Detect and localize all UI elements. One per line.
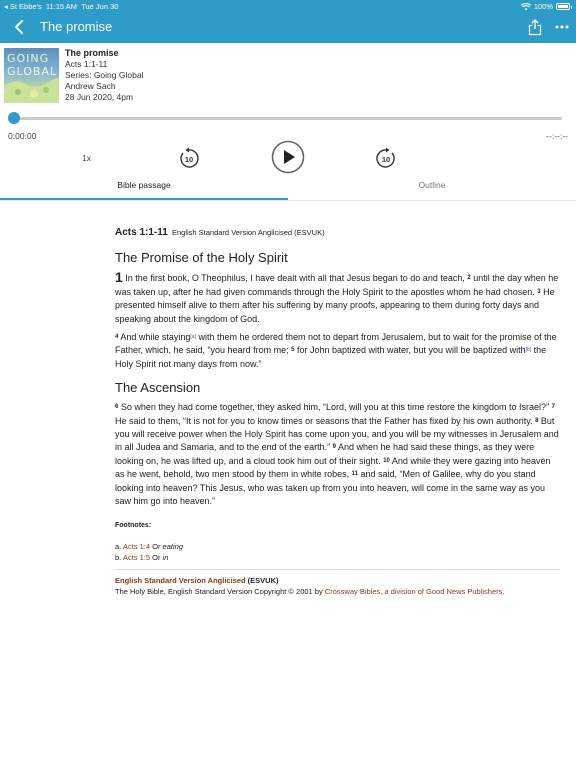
footnote-text: Or xyxy=(150,552,163,562)
copyright-line-1 xyxy=(115,575,560,586)
passage-paragraph xyxy=(115,401,560,508)
footnotes-title: Footnotes: xyxy=(115,521,152,529)
footnote-alt: eating xyxy=(162,541,183,551)
section-heading: The Ascension xyxy=(115,380,201,396)
more-dots-icon xyxy=(555,25,569,29)
remaining-time: --:--:-- xyxy=(546,131,568,141)
verse-text: But you will receive power when the Holy Spirit has come upon you, and you will be my witnesses in Jerusalem and in all Judea and Samaria, and to the end of the earth.” xyxy=(115,415,559,453)
episode-speaker: Andrew Sach xyxy=(65,81,116,91)
verse-text: with them he ordered them not to depart from Jerusalem, but to wait for the promise of the Father, which, he said, “you heard from me; xyxy=(115,332,557,356)
carrier-label[interactable]: ◂ St Ebbe's xyxy=(4,2,42,11)
play-icon xyxy=(271,140,305,174)
back-chevron-icon xyxy=(13,19,25,35)
section-heading: The Promise of the Holy Spirit xyxy=(115,250,288,266)
more-button[interactable] xyxy=(552,16,572,38)
share-icon xyxy=(528,19,542,36)
footnote-marker[interactable]: [b] xyxy=(525,347,532,354)
verse-number: 9 xyxy=(332,444,337,451)
footnote-alt: in xyxy=(162,552,169,562)
verse-text: And when he had said these things, as they were looking on, he was lifted up, and a cloud took him out of their sight. xyxy=(115,442,535,466)
play-button[interactable] xyxy=(271,140,305,174)
elapsed-time: 0:00:00 xyxy=(8,131,37,141)
verse-number: 2 xyxy=(467,275,471,282)
verse-text: and said, “Men of Galilee, why do you stand looking into heaven? This Jesus, who was taken up from you into heaven, will come in the same way as you saw him go into heaven.” xyxy=(115,469,546,507)
episode-reference: Acts 1:1-11 xyxy=(65,59,108,69)
rewind-10-icon xyxy=(178,147,200,169)
footnote-marker[interactable]: [a] xyxy=(190,334,196,341)
share-button[interactable] xyxy=(524,16,546,38)
divider xyxy=(115,569,560,570)
verse-number: 5 xyxy=(291,347,295,354)
verse-text: And while staying xyxy=(118,332,191,343)
passage-content xyxy=(115,226,560,597)
footnote-text: Or xyxy=(150,541,163,551)
rewind-button[interactable] xyxy=(178,147,200,169)
footnote-link[interactable]: Acts 1:4 xyxy=(122,541,151,551)
verse-text: He said to them, “It is not for you to know times or seasons that the Father has fixed by his own authority. xyxy=(115,415,533,426)
episode-title: The promise xyxy=(65,48,119,58)
footnote-item xyxy=(115,541,560,552)
passage-header xyxy=(115,226,560,239)
version-link[interactable]: English Standard Version Anglicised xyxy=(115,575,246,585)
verse-number: 8 xyxy=(535,417,539,424)
artwork-text-global: GLOBAL xyxy=(7,65,58,78)
verse-text: He presented himself alive to them after his suffering by many proofs, appearing to them during forty days and speaking about the kingdom of God. xyxy=(115,286,555,324)
verse-number: 7 xyxy=(551,404,555,411)
forward-button[interactable] xyxy=(375,147,397,169)
verse-text: the Holy Spirit not many days from now.” xyxy=(115,345,547,369)
back-button[interactable] xyxy=(8,16,30,38)
status-bar xyxy=(0,0,576,12)
tab-bible-passage[interactable]: Bible passage xyxy=(117,180,171,190)
verse-text: And while they were gazing into heaven as he went, behold, two men stood by them in white robes, xyxy=(115,455,551,480)
verse-text: until the day when he was taken up, after he had given commands through the Holy Spirit to the apostles whom he had chosen. xyxy=(115,273,559,297)
copyright-line-2 xyxy=(115,586,560,597)
chapter-number: 1 xyxy=(115,269,123,286)
nav-bar xyxy=(0,12,576,43)
copyright-text: The Holy Bible, English Standard Version Copyright © 2001 by xyxy=(115,586,325,596)
verse-number: 4 xyxy=(115,334,119,341)
footnote-item xyxy=(115,552,560,563)
passage-paragraph xyxy=(115,331,560,371)
version-abbr: (ESVUK) xyxy=(245,575,279,585)
episode-date: 28 Jun 2020, 4pm xyxy=(65,92,134,102)
passage-reference: Acts 1:1-11 xyxy=(115,227,168,238)
tab-divider xyxy=(0,200,576,201)
status-date: Tue Jun 30 xyxy=(81,2,119,11)
status-left xyxy=(4,2,118,11)
nav-title: The promise xyxy=(40,19,113,34)
copyright xyxy=(115,575,560,597)
verse-number: 6 xyxy=(115,404,119,411)
verse-number: 3 xyxy=(537,288,541,295)
publisher-link[interactable]: Crossway Bibles, a division of Good News Publishers. xyxy=(324,586,505,596)
verse-text: In the first book, O Theophilus, I have dealt with all that Jesus began to do and teach, xyxy=(122,273,465,284)
footnote-link[interactable]: Acts 1:5 xyxy=(122,552,151,562)
series-artwork xyxy=(4,48,59,103)
verse-text: So when they had come together, they asked him, “Lord, will you at this time restore the kingdom to Israel?” xyxy=(118,402,550,413)
episode-series: Series: Going Global xyxy=(65,70,144,80)
verse-text: for John baptized with water, but you will be baptized with xyxy=(294,345,526,356)
artwork-text-going: GOING xyxy=(7,52,50,65)
progress-thumb[interactable] xyxy=(8,112,20,124)
battery-icon xyxy=(556,3,570,10)
status-time: 11:15 AM xyxy=(45,2,78,11)
footnote-mark: b. xyxy=(115,552,123,562)
speed-button[interactable]: 1x xyxy=(82,153,91,163)
verse-number: 11 xyxy=(351,471,358,478)
rewind-seconds: 10 xyxy=(184,155,194,164)
verse-number: 10 xyxy=(383,457,390,464)
footnotes-list xyxy=(115,541,560,563)
progress-track[interactable] xyxy=(12,117,562,120)
forward-seconds: 10 xyxy=(381,155,391,164)
forward-10-icon xyxy=(375,147,397,169)
tab-outline[interactable]: Outline xyxy=(418,180,446,190)
passage-paragraph xyxy=(115,271,560,326)
passage-version: English Standard Version Anglicised (ESVUK) xyxy=(171,228,325,237)
episode-meta xyxy=(65,48,143,103)
top-bar xyxy=(0,0,576,43)
battery-percent: 100% xyxy=(533,2,553,11)
footnote-mark: a. xyxy=(115,541,123,551)
wifi-icon xyxy=(521,3,531,11)
status-right xyxy=(521,2,570,11)
